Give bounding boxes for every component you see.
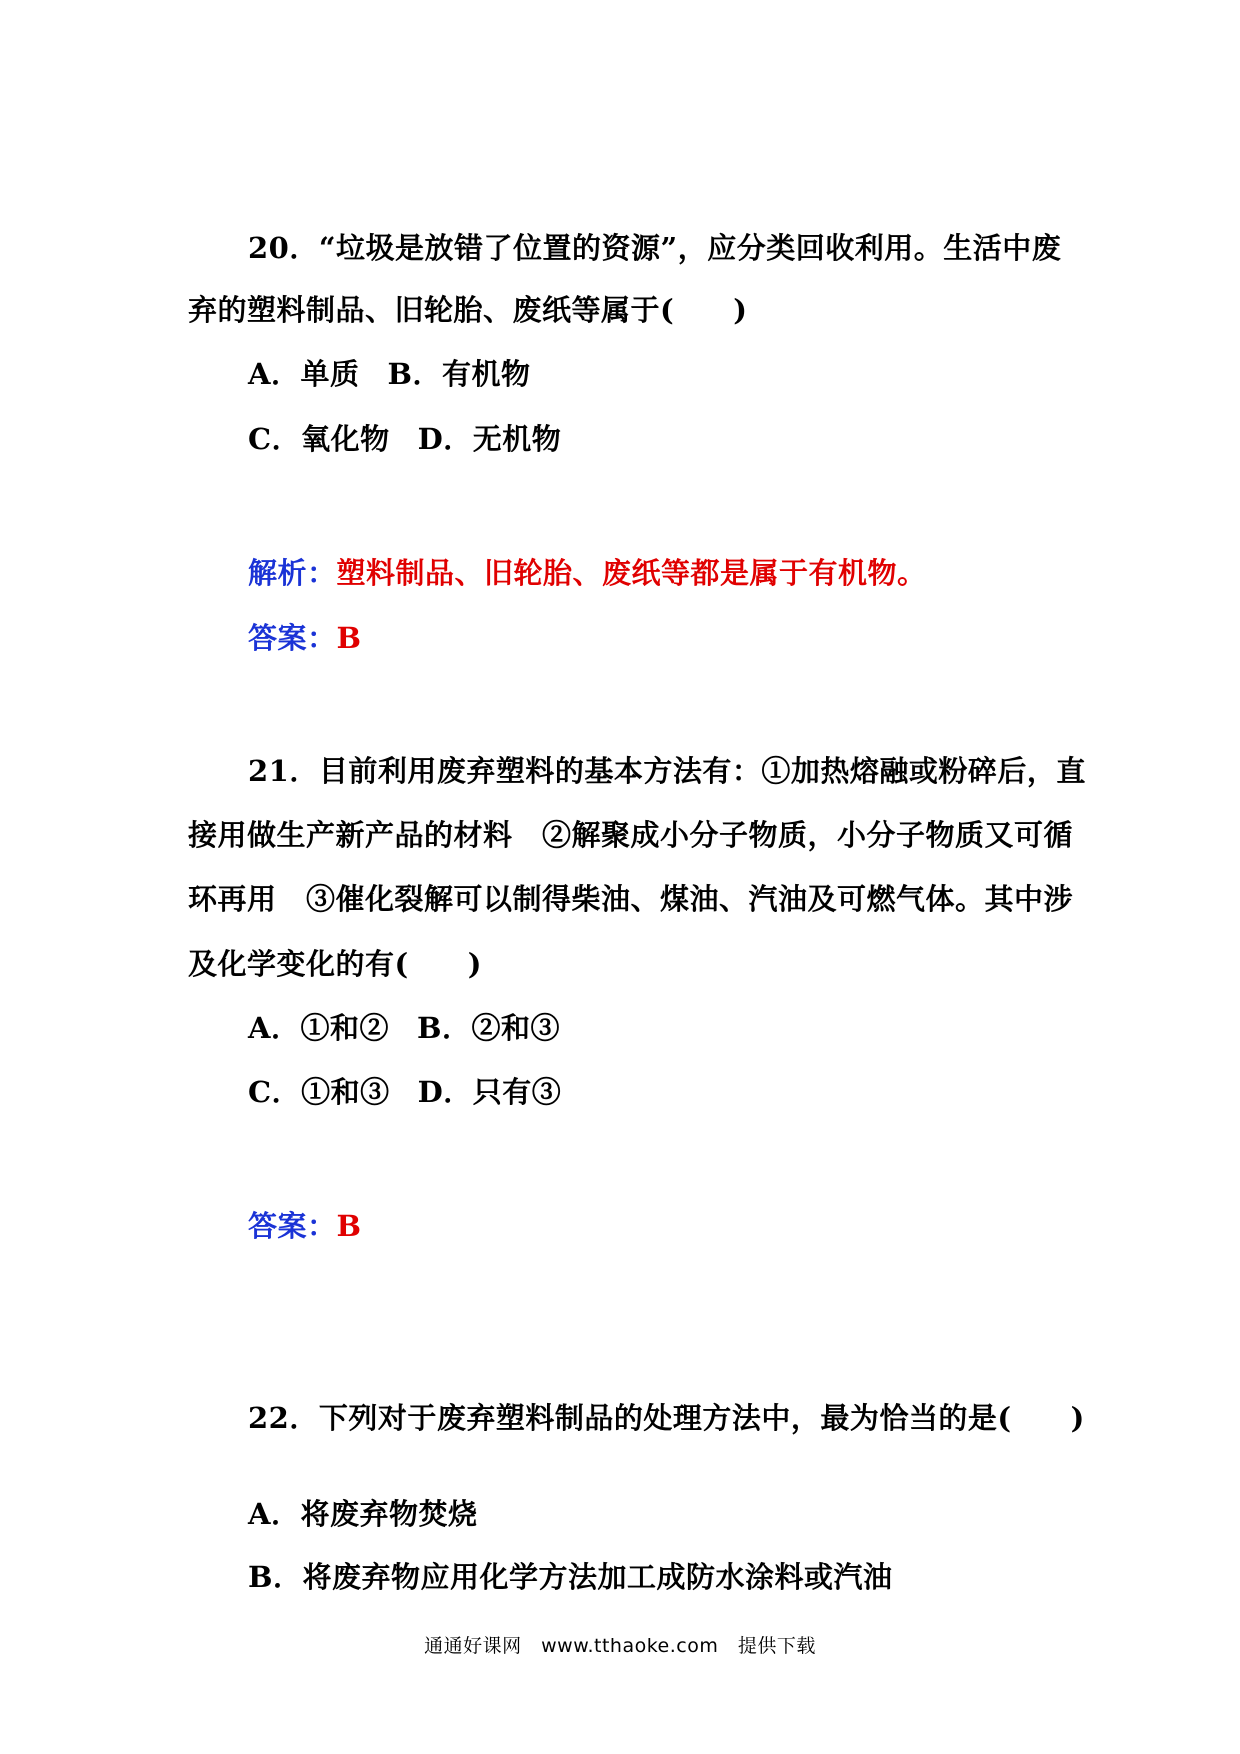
q21-answer-value: B: [336, 1209, 362, 1243]
q21-answer: [248, 1206, 362, 1246]
q20-option-c: C．氧化物: [248, 422, 390, 456]
q20-options-cd: [248, 419, 561, 459]
q21-stem-line-1: 21．目前利用废弃塑料的基本方法有：①加热熔融或粉碎后，直: [248, 754, 1086, 788]
q20-answer-label: 答案：: [248, 621, 337, 655]
q20-option-d: D．无机物: [417, 422, 562, 456]
q21-stem-line-4: 及化学变化的有( ): [188, 947, 482, 981]
q21-answer-label: 答案：: [248, 1209, 337, 1243]
q20-answer-value: B: [336, 621, 362, 655]
q20-stem-line-2: 弃的塑料制品、旧轮胎、废纸等属于( ): [188, 293, 748, 327]
q21-options-cd: [248, 1072, 561, 1112]
q20-analysis-label: 解析：: [248, 556, 337, 590]
q20-analysis-text: 塑料制品、旧轮胎、废纸等都是属于有机物。: [336, 556, 927, 590]
q21-option-a: A．①和②: [248, 1011, 390, 1045]
q22-stem-line-1: 22．下列对于废弃塑料制品的处理方法中，最为恰当的是( ): [248, 1401, 1085, 1435]
q21-stem-line-2: 接用做生产新产品的材料 ②解聚成小分子物质，小分子物质又可循: [188, 818, 1074, 852]
q20-option-a: A．单质: [248, 357, 360, 391]
q21-option-c: C．①和③: [248, 1075, 390, 1109]
q22-option-a: A．将废弃物焚烧: [248, 1497, 478, 1531]
q20-option-b: B．有机物: [387, 357, 531, 391]
q20-answer: [248, 618, 362, 658]
q21-options-ab: [248, 1008, 560, 1048]
q20-options-ab: [248, 354, 531, 394]
page-footer: 通通好课网 www.tthaoke.com 提供下载: [424, 1635, 816, 1657]
q20-analysis: [248, 553, 927, 593]
q21-option-b: B．②和③: [417, 1011, 561, 1045]
q20-stem-line-1: 20．“垃圾是放错了位置的资源”，应分类回收利用。生活中废: [248, 231, 1062, 265]
q21-stem-line-3: 环再用 ③催化裂解可以制得柴油、煤油、汽油及可燃气体。其中涉: [188, 882, 1074, 916]
q22-option-b: B．将废弃物应用化学方法加工成防水涂料或汽油: [248, 1560, 893, 1594]
q21-option-d: D．只有③: [417, 1075, 562, 1109]
